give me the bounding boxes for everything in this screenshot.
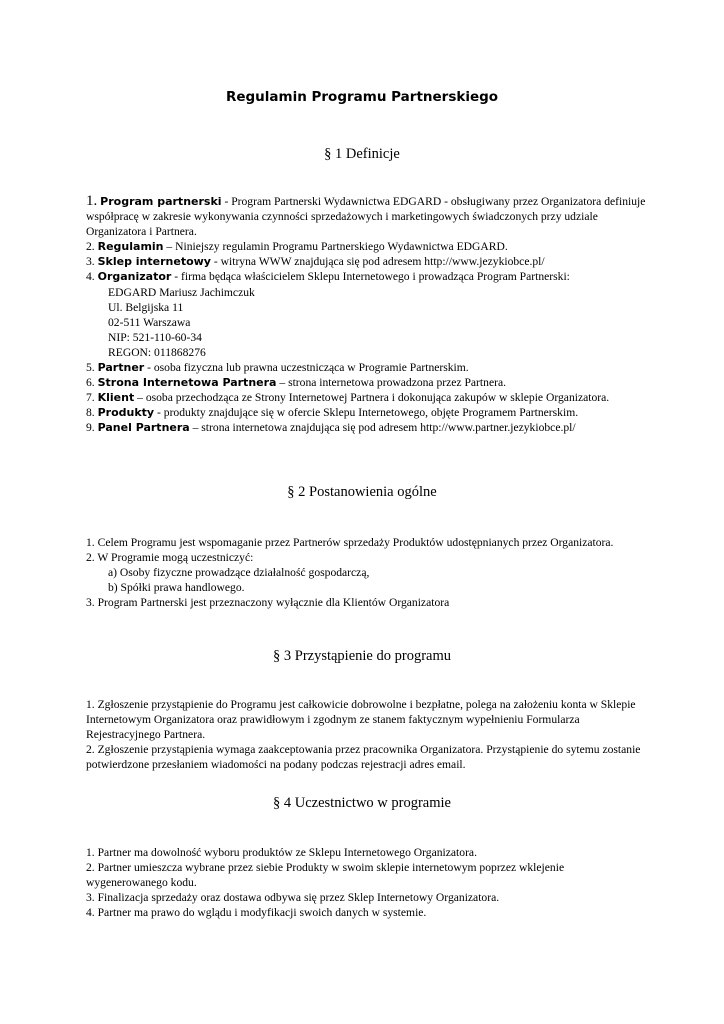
- definition-item: 2. Regulamin – Niniejszy regulamin Programu Partnerskiego Wydawnictwa EDGARD.: [86, 240, 508, 254]
- definition-item: 7. Klient – osoba przechodząca ze Strony Internetowej Partnera i dokonująca zakupów w sklepie Organizatora.: [86, 391, 610, 405]
- list-subitem: b) Spółki prawa handlowego.: [108, 581, 245, 595]
- section-2-heading: § 2 Postanowienia ogólne: [287, 484, 437, 500]
- definition-term: Produkty: [97, 406, 155, 420]
- definition-text: - produkty znajdujące się w ofercie Sklepu Internetowego, objęte Programem Partnerskim.: [154, 406, 579, 420]
- paragraph: 2. W Programie mogą uczestniczyć:: [86, 551, 254, 565]
- paragraph: 1. Celem Programu jest wspomaganie przez Partnerów sprzedaży Produktów udostępnianych przez Organizatora.: [86, 536, 614, 549]
- section-4-heading: § 4 Uczestnictwo w programie: [273, 795, 451, 811]
- organizer-address-line: REGON: 011868276: [108, 345, 206, 359]
- document-title: Regulamin Programu Partnerskiego: [225, 89, 499, 105]
- definition-term: Klient: [97, 391, 135, 405]
- definition-item: 9. Panel Partnera – strona internetowa znajdująca się pod adresem http://www.partner.jezykiobce.pl/: [86, 421, 576, 435]
- definition-text: – osoba przechodząca ze Strony Internetowej Partnera i dokonująca zakupów w sklepie Organizatora.: [134, 391, 610, 405]
- paragraph: 4. Partner ma prawo do wglądu i modyfikacji swoich danych w systemie.: [86, 906, 427, 920]
- list-subitem: a) Osoby fizyczne prowadzące działalność gospodarczą,: [108, 566, 370, 580]
- definition-item: 5. Partner - osoba fizyczna lub prawna uczestnicząca w Programie Partnerskim.: [86, 361, 469, 375]
- organizer-address-line: EDGARD Mariusz Jachimczuk: [108, 285, 255, 299]
- paragraph: 3. Finalizacja sprzedaży oraz dostawa odbywa się przez Sklep Internetowy Organizatora.: [86, 891, 500, 905]
- definition-item: 6. Strona Internetowa Partnera – strona internetowa prowadzona przez Partnera.: [86, 376, 506, 390]
- section-2-body: [86, 535, 646, 610]
- section-3-heading: § 3 Przystąpienie do programu: [273, 648, 451, 664]
- definition-text: – strona internetowa prowadzona przez Partnera.: [276, 376, 506, 390]
- paragraph: 1. Partner ma dowolność wyboru produktów ze Sklepu Internetowego Organizatora.: [86, 846, 477, 859]
- definition-term: Sklep internetowy: [97, 255, 211, 269]
- definition-item: 4. Organizator - firma będąca właścicielem Sklepu Internetowego i prowadząca Program Partnerski:: [86, 270, 570, 284]
- definition-item: 3. Sklep internetowy - witryna WWW znajdująca się pod adresem http://www.jezykiobce.pl/: [86, 255, 545, 269]
- definition-term: Panel Partnera: [97, 421, 190, 435]
- organizer-address-line: NIP: 521-110-60-34: [108, 330, 202, 344]
- section-1-definitions: [86, 194, 646, 436]
- definition-text: – Niniejszy regulamin Programu Partnerskiego Wydawnictwa EDGARD.: [163, 240, 508, 254]
- definition-text: - Program Partnerski Wydawnictwa EDGARD - obsługiwany przez Organizatora definiuje współpracę w zakresie wykonywania czynności sprzedażowych i marketingowych świadczonych przy udziale Organizatora i Partnera.: [86, 195, 646, 239]
- definition-text: - osoba fizyczna lub prawna uczestnicząca w Programie Partnerskim.: [144, 361, 469, 375]
- definition-text: – strona internetowa znajdująca się pod adresem http://www.partner.jezykiobce.pl/: [189, 421, 576, 435]
- organizer-address-line: 02-511 Warszawa: [108, 315, 191, 329]
- organizer-address-line: Ul. Belgijska 11: [108, 300, 184, 314]
- section-1-heading: § 1 Definicje: [324, 146, 400, 162]
- definition-item: 1. Program partnerski - Program Partnerski Wydawnictwa EDGARD - obsługiwany przez Organizatora definiuje współpracę w zakresie wykonywania czynności sprzedażowych i marketingowych świadczonych przy udziale Organizatora i Partnera.: [86, 193, 646, 239]
- definition-text: - firma będąca właścicielem Sklepu Internetowego i prowadząca Program Partnerski:: [171, 270, 570, 284]
- section-4-body: [86, 845, 646, 920]
- paragraph: 1. Zgłoszenie przystąpienie do Programu jest całkowicie dobrowolne i bezpłatne, polega na założeniu konta w Sklepie Internetowym Organizatora oraz prawidłowym i zgodnym ze stanem faktycznym wypełnieniu Formularza Rejestracyjnego Partnera.: [86, 698, 636, 742]
- definition-term: Partner: [97, 361, 145, 375]
- definition-text: - witryna WWW znajdująca się pod adresem http://www.jezykiobce.pl/: [210, 255, 545, 269]
- paragraph: 2. Zgłoszenie przystąpienia wymaga zaakceptowania przez pracownika Organizatora. Przystąpienie do sytemu zostanie potwierdzone przesłaniem wiadomości na podany podczas rejestracji adres email.: [86, 743, 641, 772]
- paragraph: 2. Partner umieszcza wybrane przez siebie Produkty w swoim sklepie internetowym poprzez wklejenie wygenerowanego kodu.: [86, 861, 565, 890]
- definition-term: Regulamin: [97, 240, 164, 254]
- definition-term: Organizator: [97, 270, 172, 284]
- section-3-body: [86, 697, 646, 772]
- paragraph: 3. Program Partnerski jest przeznaczony wyłącznie dla Klientów Organizatora: [86, 596, 450, 610]
- definition-item: 8. Produkty - produkty znajdujące się w ofercie Sklepu Internetowego, objęte Programem Partnerskim.: [86, 406, 579, 420]
- definition-term: Strona Internetowa Partnera: [97, 376, 277, 390]
- definition-term: Program partnerski: [100, 195, 222, 208]
